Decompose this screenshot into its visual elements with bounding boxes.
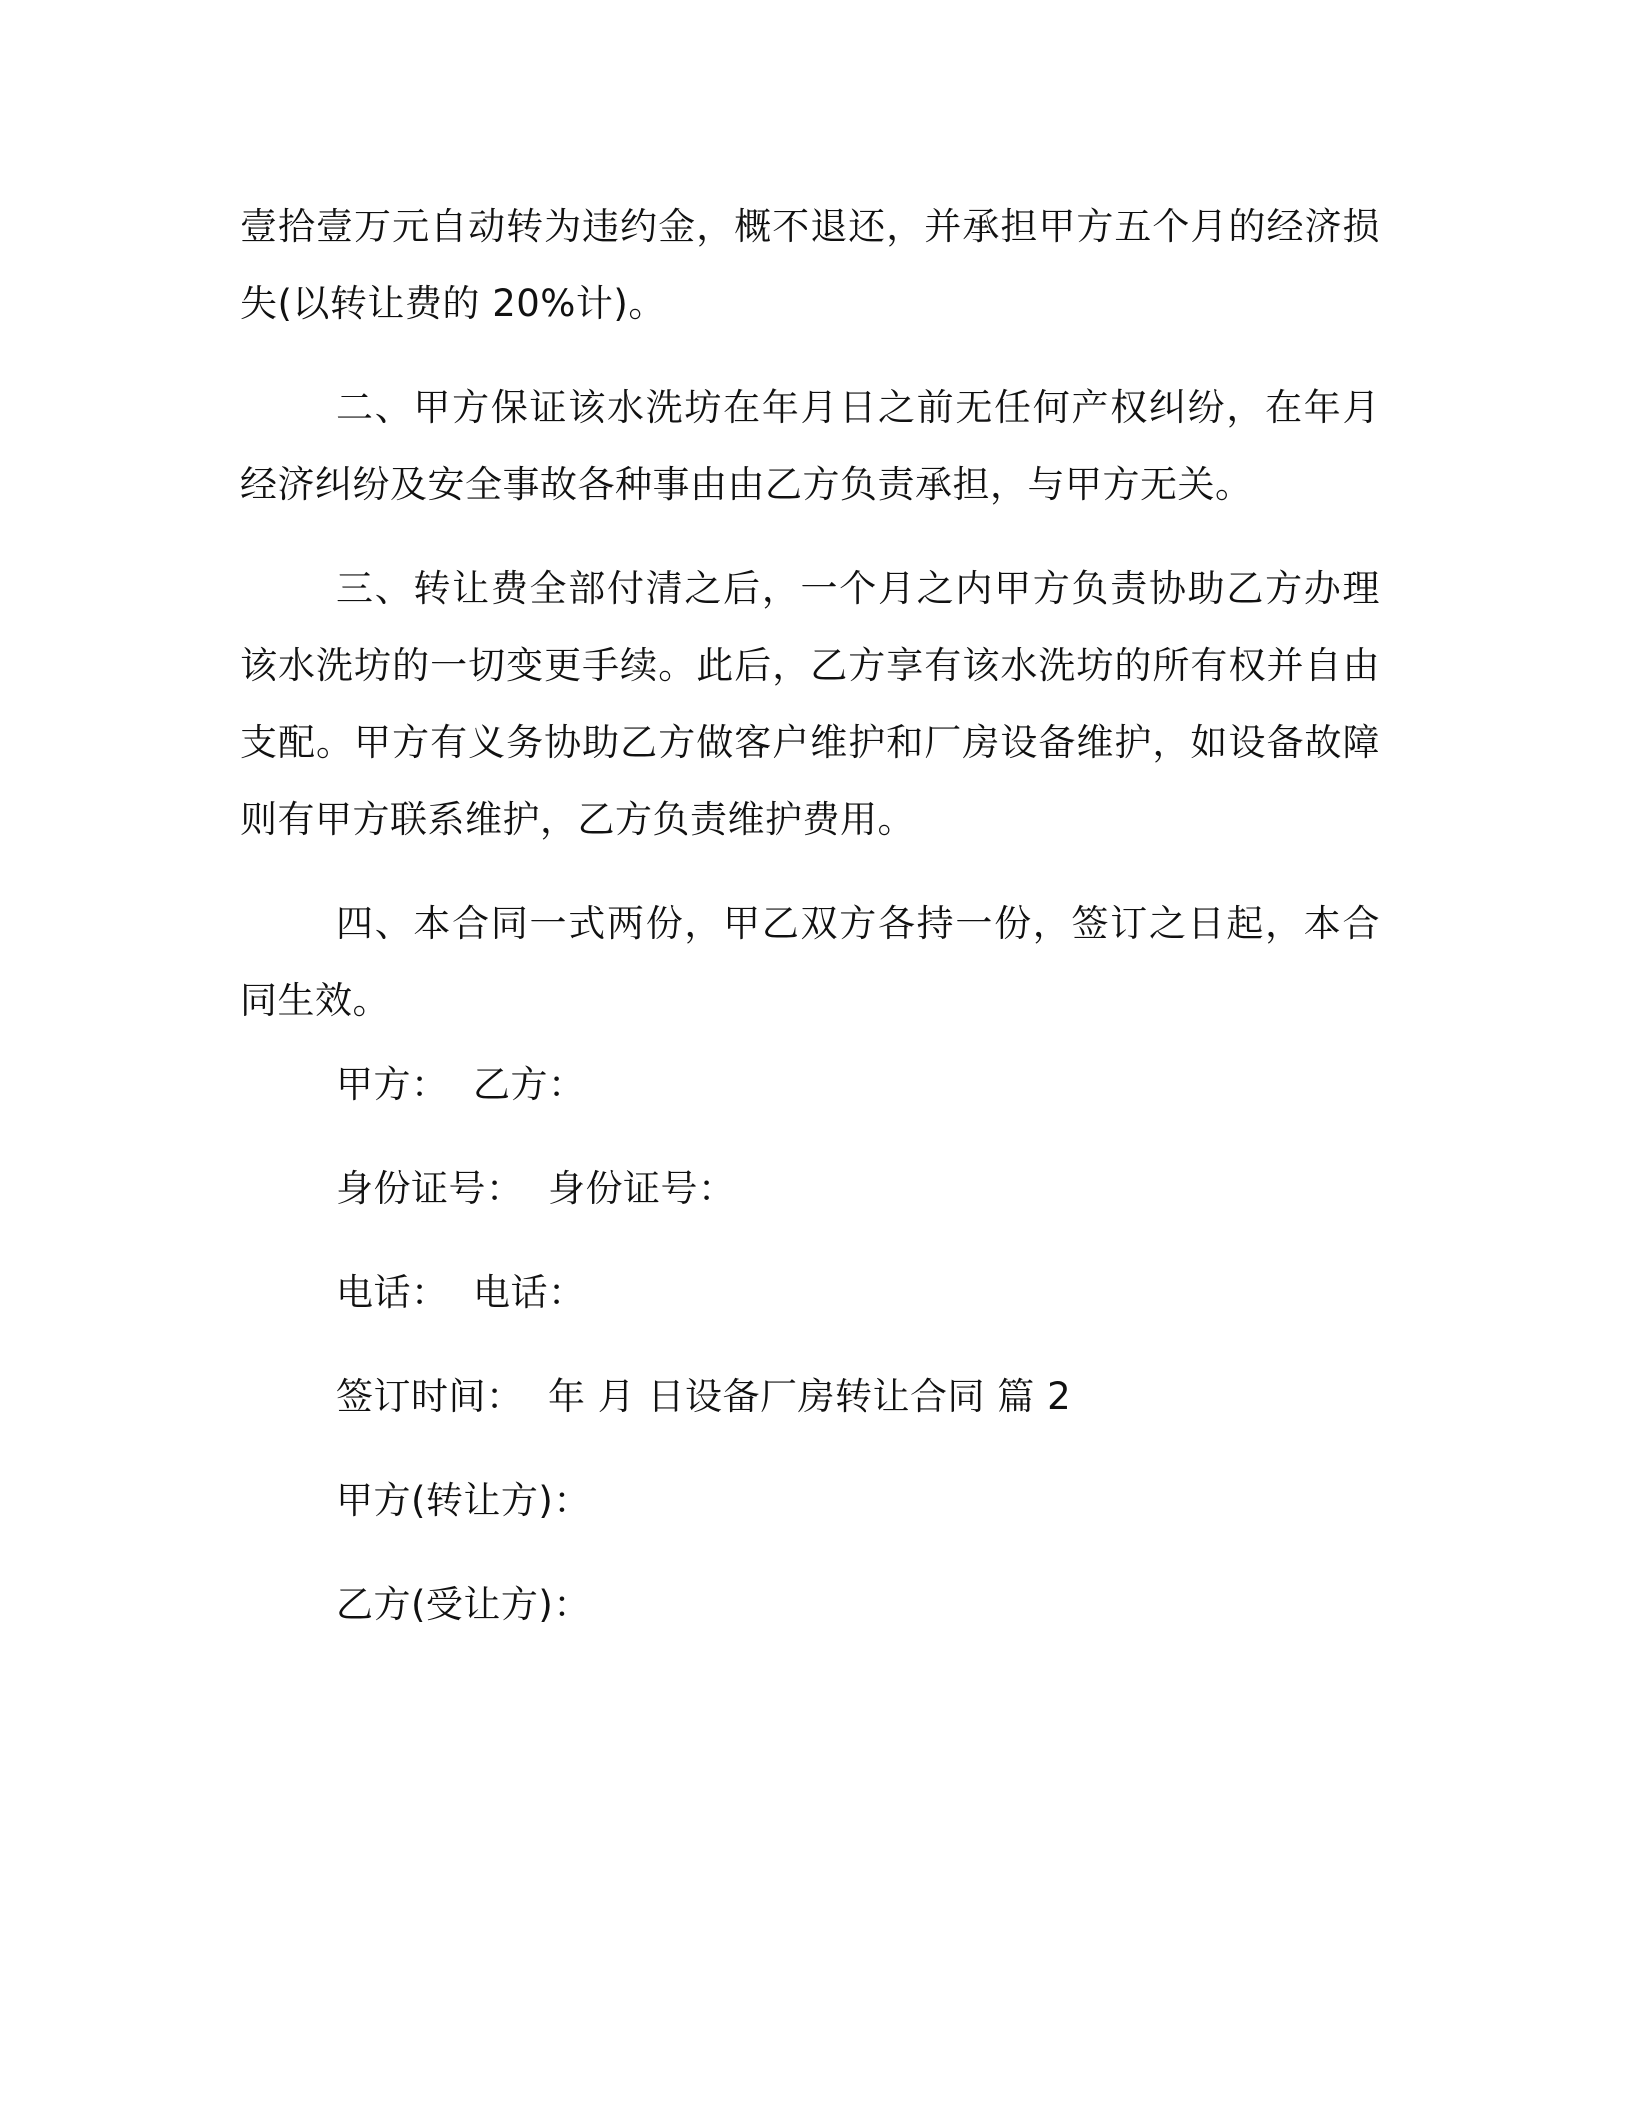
signature-block — [240, 1046, 1380, 1643]
transferee-line: 乙方(受让方)： — [336, 1583, 591, 1626]
signature-parties-line: 甲方： 乙方： — [336, 1063, 586, 1106]
paragraph-clause-2: 二、甲方保证该水洗坊在年月日之前无任何产权纠纷，在年月经济纠纷及安全事故各种事由由乙方负责承担，与甲方无关。 — [240, 386, 1380, 506]
document-body — [240, 188, 1380, 1039]
signature-date-line: 签订时间： 年 月 日设备厂房转让合同 篇 2 — [336, 1375, 1072, 1418]
paragraph-clause-3: 三、转让费全部付清之后，一个月之内甲方负责协助乙方办理该水洗坊的一切变更手续。此后，乙方享有该水洗坊的所有权并自由支配。甲方有义务协助乙方做客户维护和厂房设备维护，如设备故障则有甲方联系维护，乙方负责维护费用。 — [240, 567, 1380, 841]
signature-id-line: 身份证号： 身份证号： — [336, 1167, 736, 1210]
paragraph-clause-4: 四、本合同一式两份，甲乙双方各持一份，签订之日起，本合同生效。 — [240, 902, 1380, 1022]
paragraph-continuation: 壹拾壹万元自动转为违约金，概不退还，并承担甲方五个月的经济损失(以转让费的 20%计)。 — [240, 205, 1380, 325]
transferor-line: 甲方(转让方)： — [336, 1479, 591, 1522]
signature-phone-line: 电话： 电话： — [336, 1271, 586, 1314]
